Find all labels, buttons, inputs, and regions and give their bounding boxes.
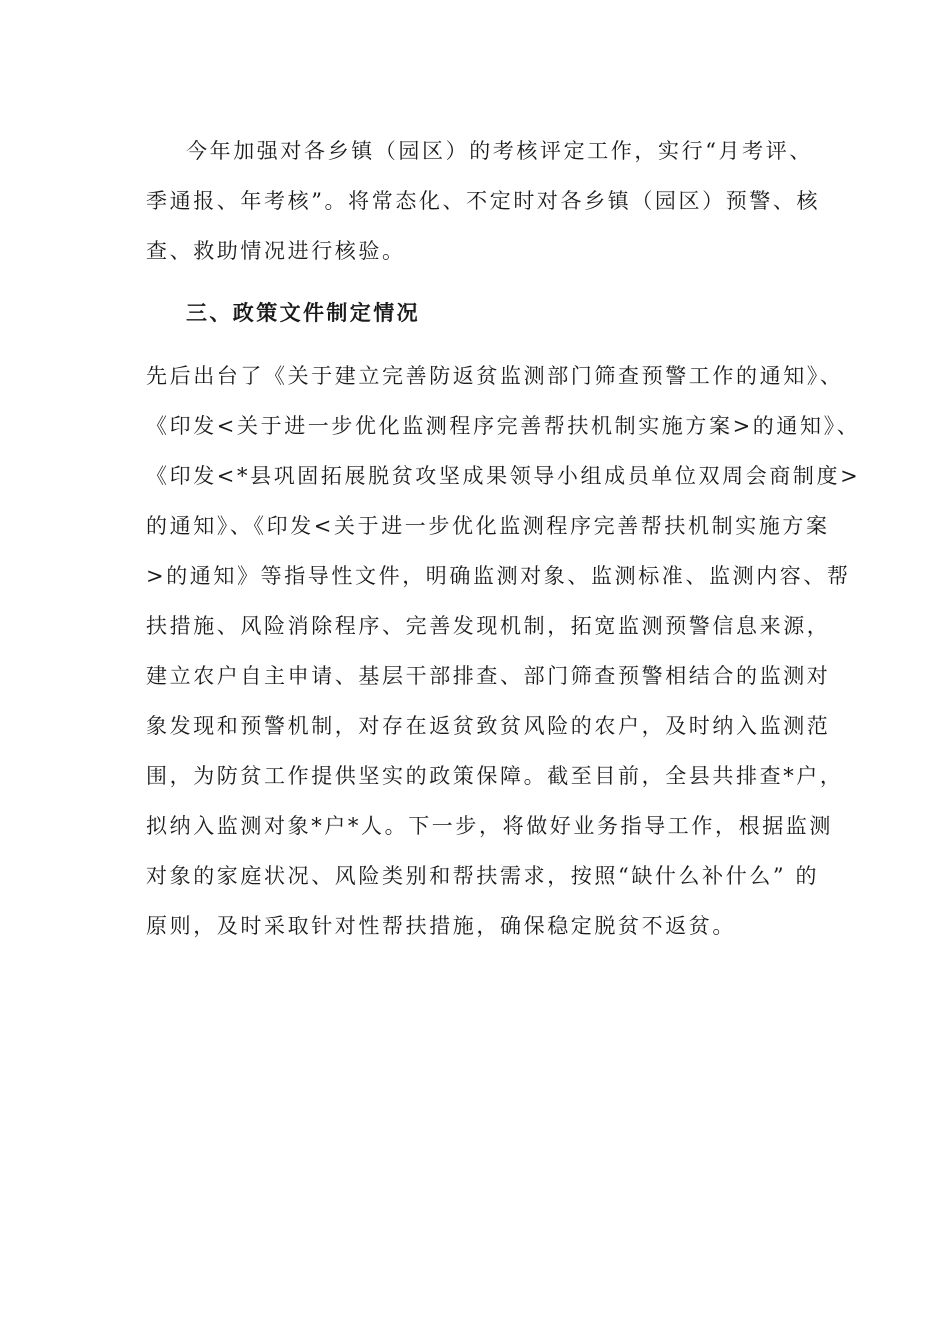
body-line-9: 围，为防贫工作提供坚实的政策保障。截至目前，全县共排查*户， xyxy=(146,764,844,788)
intro-line-2: 季通报、年考核”。将常态化、不定时对各乡镇（园区）预警、核 xyxy=(146,189,821,213)
body-line-8: 象发现和预警机制，对存在返贫致贫风险的农户，及时纳入监测范 xyxy=(146,714,831,738)
body-line-10: 拟纳入监测对象*户*人。下一步，将做好业务指导工作，根据监测 xyxy=(146,814,833,838)
body-line-6: 扶措施、风险消除程序、完善发现机制，拓宽监测预警信息来源， xyxy=(146,614,831,638)
body-line-2: 《印发<关于进一步优化监测程序完善帮扶机制实施方案>的通知》、 xyxy=(146,414,861,438)
section-heading: 三、政策文件制定情况 xyxy=(186,300,420,325)
body-line-1: 先后出台了《关于建立完善防返贫监测部门筛查预警工作的通知》、 xyxy=(146,364,844,388)
body-line-3: 《印发<*县巩固拓展脱贫攻坚成果领导小组成员单位双周会商制度> xyxy=(146,464,861,488)
body-line-11: 对象的家庭状况、风险类别和帮扶需求，按照“缺什么补什么” 的 xyxy=(146,864,820,888)
body-line-12: 原则，及时采取针对性帮扶措施，确保稳定脱贫不返贫。 xyxy=(146,914,736,938)
intro-line-1: 今年加强对各乡镇（园区）的考核评定工作，实行“月考评、 xyxy=(186,139,813,163)
body-line-5: >的通知》等指导性文件，明确监测对象、监测标准、监测内容、帮 xyxy=(146,564,851,588)
body-line-4: 的通知》、《印发<关于进一步优化监测程序完善帮扶机制实施方案 xyxy=(146,514,830,538)
intro-line-3: 查、救助情况进行核验。 xyxy=(146,239,406,263)
body-line-7: 建立农户自主申请、基层干部排查、部门筛查预警相结合的监测对 xyxy=(146,664,831,688)
